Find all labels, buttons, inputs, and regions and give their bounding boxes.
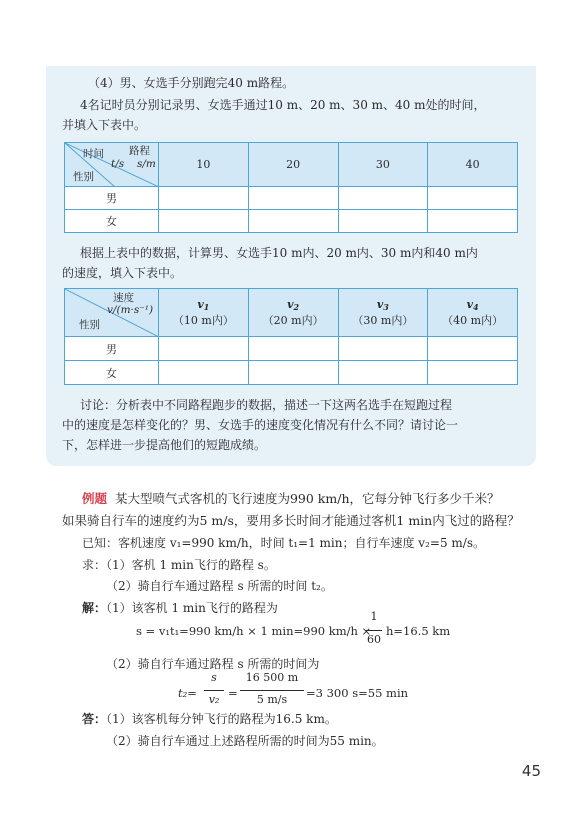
calc-instruction-line2: 的速度，填入下表中。 bbox=[62, 266, 183, 280]
speed-symbol: $v_2$ bbox=[287, 297, 300, 312]
row-label: 男 bbox=[65, 337, 159, 361]
corner-gender-label: 性别 bbox=[73, 171, 94, 183]
column-header: 40 bbox=[428, 143, 518, 187]
find1-text: （1）客机 1 min飞行的路程 s。 bbox=[106, 558, 276, 572]
corner-gender-label: 性别 bbox=[79, 319, 100, 331]
empty-cell bbox=[338, 361, 428, 385]
solve-line2: （2）骑自行车通过路程 s 所需的时间为 bbox=[106, 657, 320, 671]
equation2-fraction2-bar bbox=[240, 690, 304, 691]
find-line2: （2）骑自行车通过路程 s 所需的时间 t₂。 bbox=[106, 579, 333, 593]
range-label: （10 m内） bbox=[172, 313, 234, 327]
equation2-fraction2-numerator: 16 500 m bbox=[245, 671, 299, 684]
answer1-text: （1）该客机每分钟飞行的路程为16.5 km。 bbox=[106, 712, 337, 726]
column-header bbox=[428, 289, 518, 337]
table-row bbox=[65, 210, 518, 233]
discussion-line2: 中的速度是怎样变化的？男、女选手的速度变化情况有什么不同？请讨论一 bbox=[62, 418, 459, 432]
range-label: （20 m内） bbox=[262, 313, 324, 327]
record-instruction-line2: 并填入下表中。 bbox=[62, 118, 147, 132]
equation2-right: =3 300 s=55 min bbox=[306, 686, 409, 700]
answer-line2: （2）骑自行车通过上述路程所需的时间为55 min。 bbox=[106, 734, 384, 748]
equation2-left: t₂= bbox=[178, 686, 197, 700]
speed-symbol: $v_1$ bbox=[197, 297, 210, 312]
column-header: 30 bbox=[338, 143, 428, 187]
table-header-row bbox=[65, 289, 518, 337]
find-label: 求： bbox=[82, 558, 107, 572]
table-row bbox=[65, 361, 518, 385]
table-row bbox=[65, 337, 518, 361]
empty-cell bbox=[338, 337, 428, 361]
row-label: 女 bbox=[65, 361, 159, 385]
empty-cell bbox=[338, 210, 428, 233]
empty-cell bbox=[159, 210, 249, 233]
equation2-equals: = bbox=[228, 686, 238, 700]
empty-cell bbox=[159, 361, 249, 385]
corner-time-label: 时间 bbox=[83, 148, 104, 160]
empty-cell bbox=[248, 337, 338, 361]
page-number: 45 bbox=[521, 762, 541, 780]
empty-cell bbox=[428, 361, 518, 385]
equation2-fraction1-numerator: s bbox=[211, 671, 217, 684]
example-label: 例题 bbox=[82, 491, 108, 506]
step4-text: （4）男、女选手分别跑完40 m路程。 bbox=[88, 76, 295, 90]
equation1-fraction-bar bbox=[366, 630, 382, 631]
row-label: 女 bbox=[65, 210, 159, 233]
speed-symbol: $v_4$ bbox=[466, 297, 479, 312]
range-label: （30 m内） bbox=[352, 313, 414, 327]
example-question-line1 bbox=[82, 490, 500, 508]
column-header bbox=[159, 289, 249, 337]
corner-time-unit: t/s bbox=[111, 158, 125, 170]
table-corner-cell bbox=[65, 143, 159, 187]
empty-cell bbox=[338, 187, 428, 210]
corner-distance-unit: s/m bbox=[137, 158, 156, 170]
row-label: 男 bbox=[65, 187, 159, 210]
empty-cell bbox=[248, 361, 338, 385]
empty-cell bbox=[159, 187, 249, 210]
answer-label: 答： bbox=[82, 712, 107, 726]
column-header: 10 bbox=[159, 143, 249, 187]
record-instruction-line1: 4名记时员分别记录男、女选手通过10 m、20 m、30 m、40 m处的时间， bbox=[80, 98, 486, 112]
table-header-row bbox=[65, 143, 518, 187]
example-question-line2: 如果骑自行车的速度约为5 m/s，要用多长时间才能通过客机1 min内飞过的路程？ bbox=[62, 513, 520, 528]
find-line1 bbox=[82, 556, 276, 574]
speed-table bbox=[64, 288, 518, 385]
calc-instruction-line1: 根据上表中的数据，计算男、女选手10 m内、20 m内、30 m内和40 m内 bbox=[80, 246, 478, 260]
equation2-fraction1-bar bbox=[204, 690, 224, 691]
empty-cell bbox=[248, 210, 338, 233]
table-row bbox=[65, 187, 518, 210]
equation2-fraction1-denominator: v₂ bbox=[208, 693, 220, 706]
known-values: 已知：客机速度 v₁=990 km/h，时间 t₁=1 min；自行车速度 v₂=5 m/s。 bbox=[82, 536, 485, 550]
empty-cell bbox=[428, 210, 518, 233]
column-header: 20 bbox=[248, 143, 338, 187]
time-record-table bbox=[64, 142, 518, 233]
equation1-denominator: 60 bbox=[367, 633, 381, 646]
empty-cell bbox=[248, 187, 338, 210]
corner-distance-label: 路程 bbox=[129, 145, 150, 157]
corner-speed-label: 速度 bbox=[113, 292, 134, 304]
example-question-text: 某大型喷气式客机的飞行速度为990 km/h，它每分钟飞行多少千米？ bbox=[114, 491, 500, 506]
solve1-text: （1）该客机 1 min飞行的路程为 bbox=[106, 601, 278, 615]
empty-cell bbox=[428, 337, 518, 361]
range-label: （40 m内） bbox=[442, 313, 504, 327]
discussion-line1: 讨论：分析表中不同路程跑步的数据，描述一下这两名选手在短跑过程 bbox=[80, 398, 453, 412]
empty-cell bbox=[159, 337, 249, 361]
answer-line1 bbox=[82, 710, 337, 728]
column-header bbox=[338, 289, 428, 337]
equation1-right: h=16.5 km bbox=[386, 624, 451, 638]
equation1-left: s = v₁t₁=990 km/h × 1 min=990 km/h × bbox=[136, 624, 372, 638]
discussion-line3: 下，怎样进一步提高他们的短跑成绩。 bbox=[62, 438, 267, 452]
solve-line1 bbox=[82, 599, 278, 617]
corner-speed-unit: v/(m·s⁻¹) bbox=[107, 304, 154, 316]
solve-label: 解： bbox=[82, 601, 107, 615]
equation1-numerator: 1 bbox=[370, 610, 378, 623]
table-corner-cell bbox=[65, 289, 159, 337]
speed-symbol: $v_3$ bbox=[376, 297, 389, 312]
column-header bbox=[248, 289, 338, 337]
equation2-fraction2-denominator: 5 m/s bbox=[256, 693, 288, 706]
empty-cell bbox=[428, 187, 518, 210]
